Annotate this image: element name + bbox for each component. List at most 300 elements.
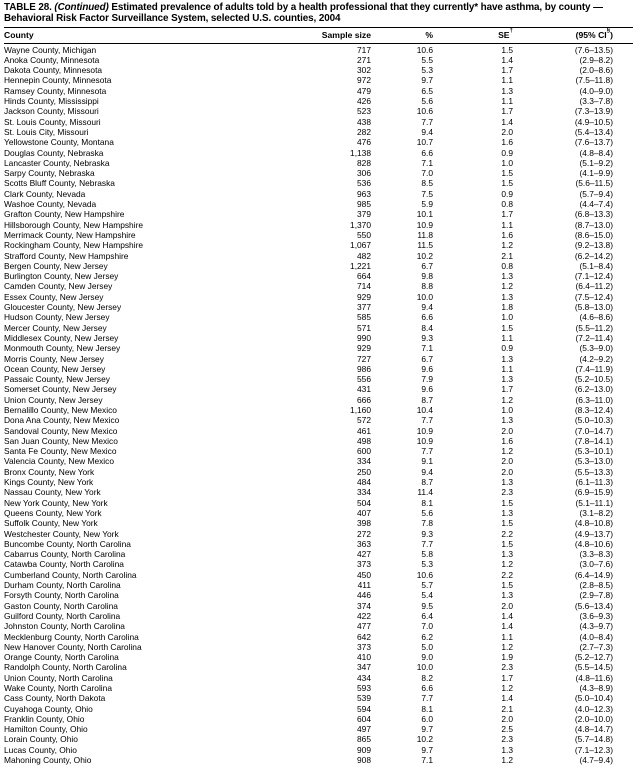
county-cell: Gloucester County, New Jersey — [4, 302, 122, 313]
sample-size-cell: 398 — [357, 518, 371, 529]
ci-cell: (4.1–9.9) — [579, 168, 613, 179]
county-cell: Burlington County, New Jersey — [4, 271, 119, 282]
se-cell: 1.2 — [501, 559, 513, 570]
sample-size-cell: 411 — [357, 580, 371, 591]
se-cell: 1.2 — [501, 683, 513, 693]
sample-size-cell: 572 — [357, 415, 371, 426]
sample-size-cell: 446 — [357, 590, 371, 601]
ci-cell: (5.2–10.5) — [574, 374, 613, 385]
sample-size-cell: 482 — [357, 250, 371, 261]
percent-cell: 7.0 — [421, 621, 433, 632]
sample-size-cell: 909 — [357, 744, 371, 755]
sample-size-cell: 536 — [357, 178, 371, 189]
column-header-county: County — [4, 27, 276, 43]
ci-cell: (6.4–14.9) — [574, 569, 613, 580]
ci-cell: (4.7–9.4) — [579, 755, 613, 766]
ci-cell: (4.0–8.4) — [579, 631, 613, 642]
county-cell: Hinds County, Mississippi — [4, 96, 99, 107]
percent-cell: 7.7 — [421, 116, 433, 127]
table-row — [4, 302, 633, 312]
percent-cell: 9.4 — [421, 302, 433, 313]
table-row — [4, 456, 633, 466]
ci-cell: (4.9–10.5) — [574, 116, 613, 127]
percent-cell: 8.4 — [421, 322, 433, 333]
table-row — [4, 65, 633, 75]
ci-cell: (5.6–11.5) — [575, 178, 613, 189]
county-cell: Sandoval County, New Mexico — [4, 425, 118, 436]
county-cell: Dona Ana County, New Mexico — [4, 415, 120, 426]
county-cell: Valencia County, New Mexico — [4, 456, 115, 467]
percent-cell: 9.6 — [421, 363, 433, 374]
county-cell: Morris County, New Jersey — [4, 353, 104, 364]
percent-cell: 10.9 — [416, 435, 433, 446]
percent-cell: 11.4 — [417, 487, 433, 498]
percent-cell: 5.6 — [421, 507, 433, 518]
sample-size-cell: 476 — [357, 137, 371, 148]
sample-size-cell: 271 — [357, 54, 371, 65]
table-row — [4, 127, 633, 137]
percent-cell: 7.1 — [421, 343, 433, 354]
sample-size-cell: 972 — [357, 75, 371, 86]
county-cell: Wayne County, Michigan — [4, 44, 97, 55]
ci-cell: (6.1–11.3) — [575, 477, 613, 488]
percent-cell: 6.0 — [421, 713, 433, 724]
county-cell: Queens County, New York — [4, 507, 102, 518]
section-footnote-marker: § — [606, 26, 611, 34]
ci-cell: (2.8–8.5) — [579, 580, 613, 591]
ci-cell: (4.6–8.6) — [579, 312, 613, 323]
percent-cell: 9.7 — [421, 724, 433, 735]
se-cell: 1.5 — [501, 322, 513, 333]
se-cell: 2.1 — [501, 703, 513, 714]
sample-size-cell: 865 — [357, 734, 371, 745]
se-cell: 1.1 — [501, 332, 513, 343]
county-cell: Camden County, New Jersey — [4, 281, 113, 292]
sample-size-cell: 302 — [357, 65, 371, 76]
se-cell: 1.6 — [501, 229, 513, 240]
sample-size-cell: 461 — [357, 425, 371, 436]
ci-cell: (4.8–8.4) — [579, 147, 613, 158]
ci-cell: (4.4–7.4) — [579, 199, 613, 210]
sample-size-cell: 666 — [357, 394, 371, 405]
sample-size-cell: 727 — [357, 353, 371, 364]
county-cell: Rockingham County, New Hampshire — [4, 240, 144, 251]
table-row — [4, 354, 633, 364]
se-cell: 1.1 — [501, 363, 513, 374]
table-row — [4, 251, 633, 261]
sample-size-cell: 963 — [357, 188, 371, 199]
percent-cell: 10.9 — [416, 219, 433, 230]
ci-cell: (7.6–13.7) — [574, 137, 613, 148]
sample-size-cell: 1,067 — [350, 240, 371, 251]
se-cell: 2.2 — [501, 528, 513, 539]
table-row — [4, 601, 633, 611]
table-row — [4, 343, 633, 353]
ci-cell: (7.8–14.1) — [574, 435, 613, 446]
sample-size-cell: 306 — [357, 168, 371, 179]
sample-size-cell: 642 — [357, 631, 371, 642]
ci-cell: (5.5–11.2) — [575, 322, 613, 333]
table-title-text: Estimated prevalence of adults told by a health professional that they currently* have asthma, by county — — [108, 2, 603, 13]
sample-size-cell: 604 — [357, 713, 371, 724]
se-cell: 1.5 — [501, 178, 513, 189]
sample-size-cell: 985 — [357, 199, 371, 210]
percent-cell: 10.4 — [416, 404, 433, 415]
sample-size-cell: 550 — [357, 229, 371, 240]
county-cell: Sarpy County, Nebraska — [4, 168, 95, 179]
percent-cell: 10.0 — [416, 662, 433, 673]
sample-size-cell: 523 — [357, 106, 371, 117]
percent-cell: 10.6 — [416, 569, 433, 580]
table-row — [4, 55, 633, 65]
table-row — [4, 570, 633, 580]
percent-cell: 9.4 — [421, 126, 433, 137]
sample-size-cell: 539 — [357, 693, 371, 704]
table-row — [4, 734, 633, 744]
percent-cell: 10.6 — [416, 106, 433, 117]
table-row — [4, 230, 633, 240]
se-cell: 1.2 — [501, 641, 513, 652]
se-cell: 1.3 — [501, 85, 513, 96]
ci-cell: (2.9–8.2) — [579, 54, 613, 65]
se-cell: 1.3 — [501, 477, 513, 488]
ci-cell: (8.7–13.0) — [574, 219, 613, 230]
table-row — [4, 384, 633, 394]
sample-size-cell: 714 — [357, 281, 371, 292]
ci-cell: (4.0–12.3) — [574, 703, 613, 714]
se-cell: 1.3 — [501, 374, 513, 385]
percent-cell: 7.5 — [421, 188, 433, 199]
percent-cell: 7.9 — [421, 374, 433, 385]
ci-cell: (7.1–12.4) — [574, 271, 613, 282]
ci-cell: (2.9–7.8) — [579, 590, 613, 601]
county-cell: Forsyth County, North Carolina — [4, 590, 119, 601]
percent-cell: 9.4 — [421, 466, 433, 477]
ci-cell: (5.1–8.4) — [579, 260, 613, 271]
table-title-line2: Behavioral Risk Factor Surveillance System, selected U.S. counties, 2004 — [4, 12, 341, 24]
county-cell: Nassau County, New York — [4, 487, 101, 498]
county-cell: Cabarrus County, North Carolina — [4, 549, 126, 560]
percent-cell: 7.7 — [421, 446, 433, 457]
percent-cell: 6.7 — [421, 260, 433, 271]
percent-cell: 9.7 — [421, 75, 433, 86]
sample-size-cell: 379 — [357, 209, 371, 220]
county-cell: Jackson County, Missouri — [4, 106, 99, 117]
county-cell: Merrimack County, New Hampshire — [4, 229, 136, 240]
percent-cell: 10.1 — [416, 209, 433, 220]
table-row — [4, 178, 633, 188]
column-header-ci: (95% CI§) — [513, 27, 633, 43]
ci-cell: (3.3–8.3) — [579, 549, 613, 560]
ci-cell: (6.9–15.9) — [574, 487, 613, 498]
se-cell: 2.0 — [501, 456, 513, 467]
ci-cell: (4.0–9.0) — [579, 85, 613, 96]
ci-cell: (7.3–13.9) — [574, 106, 613, 117]
percent-cell: 9.0 — [421, 652, 433, 663]
se-cell: 1.2 — [501, 755, 513, 766]
se-cell: 1.2 — [501, 240, 513, 251]
table-row — [4, 436, 633, 446]
se-cell: 2.3 — [501, 734, 513, 745]
ci-cell: (2.0–10.0) — [574, 713, 613, 724]
county-cell: Union County, North Carolina — [4, 672, 113, 683]
table-row — [4, 374, 633, 384]
ci-cell: (6.2–13.0) — [574, 384, 613, 395]
se-cell: 2.0 — [501, 126, 513, 137]
ci-cell: (2.0–8.6) — [579, 65, 613, 76]
ci-cell: (4.3–8.9) — [579, 683, 613, 693]
ci-cell: (7.6–13.5) — [574, 44, 613, 55]
ci-cell: (5.4–13.4) — [574, 126, 613, 137]
table-row — [4, 292, 633, 302]
table-row — [4, 621, 633, 631]
table-header-row — [4, 27, 633, 43]
county-cell: Middlesex County, New Jersey — [4, 332, 119, 343]
county-cell: Anoka County, Minnesota — [4, 54, 100, 65]
se-cell: 1.8 — [501, 302, 513, 313]
table-row — [4, 745, 633, 755]
ci-cell: (8.6–15.0) — [574, 229, 613, 240]
ci-cell: (7.4–11.9) — [575, 363, 613, 374]
ci-cell: (4.2–9.2) — [579, 353, 613, 364]
sample-size-cell: 504 — [357, 497, 371, 508]
se-cell: 1.3 — [501, 415, 513, 426]
county-cell: Hamilton County, Ohio — [4, 724, 88, 735]
sample-size-cell: 334 — [357, 487, 371, 498]
percent-cell: 10.0 — [416, 291, 433, 302]
county-cell: Wake County, North Carolina — [4, 683, 112, 693]
sample-size-cell: 272 — [357, 528, 371, 539]
se-cell: 1.7 — [501, 384, 513, 395]
table-row — [4, 405, 633, 415]
se-cell: 1.3 — [501, 744, 513, 755]
table-row — [4, 189, 633, 199]
county-cell: Passaic County, New Jersey — [4, 374, 110, 385]
table-row — [4, 508, 633, 518]
se-cell: 1.0 — [501, 157, 513, 168]
county-cell: Bernalillo County, New Mexico — [4, 404, 117, 415]
percent-cell: 10.2 — [416, 734, 433, 745]
sample-size-cell: 434 — [357, 672, 371, 683]
sample-size-cell: 556 — [357, 374, 371, 385]
table-row — [4, 580, 633, 590]
county-cell: Douglas County, Nebraska — [4, 147, 104, 158]
ci-cell: (9.2–13.8) — [574, 240, 613, 251]
se-cell: 0.9 — [501, 343, 513, 354]
table-row — [4, 312, 633, 322]
se-cell: 1.5 — [501, 44, 513, 55]
ci-cell: (5.2–12.7) — [574, 652, 613, 663]
table-row — [4, 693, 633, 703]
county-cell: Franklin County, Ohio — [4, 713, 85, 724]
dagger-footnote-marker: † — [509, 26, 513, 34]
se-cell: 1.2 — [501, 446, 513, 457]
table-row — [4, 281, 633, 291]
sample-size-cell: 250 — [357, 466, 371, 477]
county-cell: Cumberland County, North Carolina — [4, 569, 137, 580]
percent-cell: 9.5 — [421, 600, 433, 611]
sample-size-cell: 426 — [357, 96, 371, 107]
percent-cell: 9.1 — [421, 456, 433, 467]
county-cell: Yellowstone County, Montana — [4, 137, 114, 148]
percent-cell: 7.1 — [421, 755, 433, 766]
percent-cell: 7.7 — [421, 693, 433, 704]
sample-size-cell: 347 — [357, 662, 371, 673]
table-row — [4, 415, 633, 425]
percent-cell: 11.8 — [417, 229, 433, 240]
table-row — [4, 446, 633, 456]
percent-cell: 6.6 — [421, 683, 433, 693]
table-row — [4, 364, 633, 374]
county-cell: Ramsey County, Minnesota — [4, 85, 107, 96]
se-cell: 2.3 — [501, 487, 513, 498]
percent-cell: 10.7 — [416, 137, 433, 148]
table-row — [4, 683, 633, 693]
ci-cell: (5.8–13.0) — [574, 302, 613, 313]
sample-size-cell: 717 — [357, 44, 371, 55]
table-body — [4, 43, 633, 765]
ci-cell: (4.9–13.7) — [574, 528, 613, 539]
ci-cell: (5.3–13.0) — [574, 456, 613, 467]
percent-cell: 7.1 — [421, 157, 433, 168]
percent-cell: 9.3 — [421, 332, 433, 343]
sample-size-cell: 438 — [357, 116, 371, 127]
percent-cell: 6.2 — [421, 631, 433, 642]
table-row — [4, 333, 633, 343]
se-cell: 1.9 — [501, 652, 513, 663]
county-cell: Lancaster County, Nebraska — [4, 157, 110, 168]
percent-cell: 8.7 — [421, 394, 433, 405]
table-row — [4, 662, 633, 672]
table-row — [4, 539, 633, 549]
table-row — [4, 240, 633, 250]
sample-size-cell: 1,221 — [350, 260, 371, 271]
percent-cell: 5.5 — [421, 54, 433, 65]
percent-cell: 10.9 — [416, 425, 433, 436]
sample-size-cell: 600 — [357, 446, 371, 457]
se-cell: 1.5 — [501, 538, 513, 549]
ci-cell: (2.7–7.3) — [579, 641, 613, 652]
se-cell: 0.9 — [501, 147, 513, 158]
table-row — [4, 271, 633, 281]
sample-size-cell: 664 — [357, 271, 371, 282]
ci-cell: (5.6–13.4) — [574, 600, 613, 611]
percent-cell: 8.2 — [421, 672, 433, 683]
sample-size-cell: 571 — [357, 322, 371, 333]
se-cell: 1.0 — [501, 312, 513, 323]
county-cell: New York County, New York — [4, 497, 108, 508]
county-cell: Essex County, New Jersey — [4, 291, 104, 302]
se-cell: 1.1 — [501, 219, 513, 230]
county-cell: Santa Fe County, New Mexico — [4, 446, 117, 457]
column-header-se: SE† — [433, 27, 513, 43]
county-cell: Dakota County, Minnesota — [4, 65, 103, 76]
se-cell: 1.7 — [501, 106, 513, 117]
percent-cell: 11.5 — [417, 240, 433, 251]
sample-size-cell: 374 — [357, 600, 371, 611]
sample-size-cell: 363 — [357, 538, 371, 549]
sample-size-cell: 334 — [357, 456, 371, 467]
se-cell: 0.9 — [501, 188, 513, 199]
table-row — [4, 642, 633, 652]
se-cell: 2.0 — [501, 425, 513, 436]
table-title-continued: (Continued) — [54, 2, 109, 13]
table-row — [4, 395, 633, 405]
se-cell: 1.4 — [501, 621, 513, 632]
se-cell: 1.1 — [501, 75, 513, 86]
county-cell: Lucas County, Ohio — [4, 744, 77, 755]
table-row — [4, 611, 633, 621]
se-cell: 1.7 — [501, 65, 513, 76]
percent-cell: 6.4 — [421, 610, 433, 621]
ci-cell: (4.8–10.8) — [574, 518, 613, 529]
percent-cell: 5.9 — [421, 199, 433, 210]
table-row — [4, 158, 633, 168]
county-cell: Catawba County, North Carolina — [4, 559, 124, 570]
se-cell: 1.3 — [501, 549, 513, 560]
county-cell: Johnston County, North Carolina — [4, 621, 125, 632]
sample-size-cell: 427 — [357, 549, 371, 560]
se-cell: 1.3 — [501, 291, 513, 302]
se-cell: 2.0 — [501, 600, 513, 611]
ci-cell: (7.5–12.4) — [574, 291, 613, 302]
ci-cell: (5.3–10.1) — [574, 446, 613, 457]
table-row — [4, 529, 633, 539]
ci-cell: (4.8–10.6) — [574, 538, 613, 549]
county-cell: Randolph County, North Carolina — [4, 662, 127, 673]
percent-cell: 5.8 — [421, 549, 433, 560]
percent-cell: 8.5 — [421, 178, 433, 189]
ci-cell: (6.8–13.3) — [574, 209, 613, 220]
table-title — [4, 3, 633, 25]
table-header — [4, 27, 633, 43]
ci-cell: (5.5–13.3) — [574, 466, 613, 477]
sample-size-cell: 477 — [357, 621, 371, 632]
percent-cell: 10.6 — [416, 44, 433, 55]
se-cell: 1.5 — [501, 497, 513, 508]
table-row — [4, 199, 633, 209]
sample-size-cell: 1,138 — [350, 147, 371, 158]
percent-cell: 10.2 — [416, 250, 433, 261]
table-row — [4, 86, 633, 96]
ci-cell: (7.0–14.7) — [574, 425, 613, 436]
county-cell: Cass County, North Dakota — [4, 693, 106, 704]
county-cell: Ocean County, New Jersey — [4, 363, 106, 374]
ci-cell: (5.3–9.0) — [579, 343, 613, 354]
percent-cell: 5.4 — [421, 590, 433, 601]
se-cell: 1.0 — [501, 404, 513, 415]
county-cell: Gaston County, North Carolina — [4, 600, 118, 611]
table-row — [4, 724, 633, 734]
county-cell: New Hanover County, North Carolina — [4, 641, 142, 652]
table-row — [4, 148, 633, 158]
se-cell: 1.4 — [501, 610, 513, 621]
se-cell: 2.5 — [501, 724, 513, 735]
percent-cell: 6.7 — [421, 353, 433, 364]
ci-cell: (5.1–9.2) — [579, 157, 613, 168]
table-row — [4, 652, 633, 662]
table-row — [4, 714, 633, 724]
table-row — [4, 590, 633, 600]
percent-cell: 6.6 — [421, 312, 433, 323]
ci-cell: (5.0–10.4) — [574, 693, 613, 704]
se-cell: 2.0 — [501, 713, 513, 724]
table-row — [4, 220, 633, 230]
sample-size-cell: 479 — [357, 85, 371, 96]
table-title-number: TABLE 28. — [4, 2, 55, 13]
county-cell: Lorain County, Ohio — [4, 734, 78, 745]
county-cell: Durham County, North Carolina — [4, 580, 121, 591]
